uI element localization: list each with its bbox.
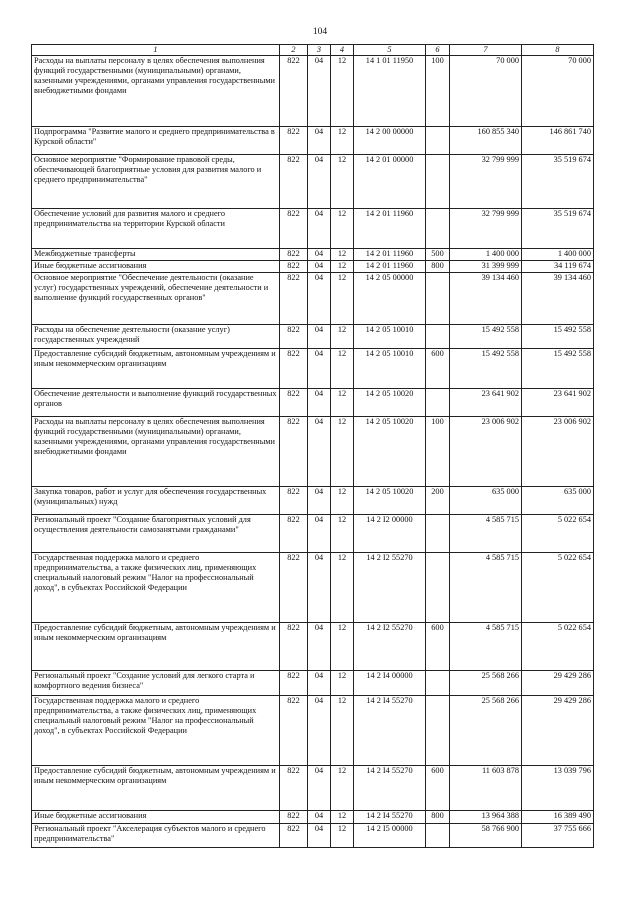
row-amount-year-2: 34 119 674 bbox=[522, 261, 594, 273]
row-grbs: 822 bbox=[280, 56, 308, 127]
row-amount-year-2: 23 641 902 bbox=[522, 389, 594, 417]
row-section: 04 bbox=[308, 671, 331, 696]
row-expense-type: 600 bbox=[426, 349, 450, 389]
row-grbs: 822 bbox=[280, 325, 308, 349]
row-amount-year-1: 160 855 340 bbox=[450, 127, 522, 155]
row-grbs: 822 bbox=[280, 349, 308, 389]
row-subsection: 12 bbox=[331, 155, 354, 209]
row-section: 04 bbox=[308, 417, 331, 487]
row-amount-year-2: 35 519 674 bbox=[522, 155, 594, 209]
row-amount-year-2: 635 000 bbox=[522, 487, 594, 515]
row-name: Предоставление субсидий бюджетным, автономным учреждениям и иным некоммерческим организациям bbox=[32, 623, 280, 671]
row-grbs: 822 bbox=[280, 417, 308, 487]
row-name: Основное мероприятие "Обеспечение деятельности (оказание услуг) государственных учреждений, обеспечение деятельности и выполнение функций государственных органов" bbox=[32, 273, 280, 325]
row-expense-type bbox=[426, 696, 450, 766]
row-name: Региональный проект "Акселерация субъектов малого и среднего предпринимательства" bbox=[32, 824, 280, 848]
row-grbs: 822 bbox=[280, 127, 308, 155]
row-amount-year-1: 32 799 999 bbox=[450, 209, 522, 249]
row-amount-year-2: 37 755 666 bbox=[522, 824, 594, 848]
row-name: Основное мероприятие "Формирование правовой среды, обеспечивающей благоприятные условия для развития малого и среднего предпринимательства" bbox=[32, 155, 280, 209]
row-name: Предоставление субсидий бюджетным, автономным учреждениям и иным некоммерческим организациям bbox=[32, 349, 280, 389]
row-target-article: 14 2 05 10020 bbox=[354, 389, 426, 417]
row-amount-year-1: 15 492 558 bbox=[450, 349, 522, 389]
table-row bbox=[32, 325, 594, 349]
row-grbs: 822 bbox=[280, 273, 308, 325]
row-grbs: 822 bbox=[280, 249, 308, 261]
row-amount-year-2: 146 861 740 bbox=[522, 127, 594, 155]
row-expense-type bbox=[426, 553, 450, 623]
row-amount-year-1: 23 641 902 bbox=[450, 389, 522, 417]
row-name: Расходы на выплаты персоналу в целях обеспечения выполнения функций государственными (муниципальными) органами, казенными учреждениями, органами управления государственными внебюджетными фондами bbox=[32, 417, 280, 487]
row-amount-year-2: 13 039 796 bbox=[522, 766, 594, 811]
row-target-article: 14 2 05 10010 bbox=[354, 349, 426, 389]
row-amount-year-2: 5 022 654 bbox=[522, 515, 594, 553]
row-section: 04 bbox=[308, 811, 331, 824]
row-grbs: 822 bbox=[280, 696, 308, 766]
row-section: 04 bbox=[308, 389, 331, 417]
row-subsection: 12 bbox=[331, 515, 354, 553]
row-grbs: 822 bbox=[280, 671, 308, 696]
row-grbs: 822 bbox=[280, 766, 308, 811]
row-name: Обеспечение деятельности и выполнение функций государственных органов bbox=[32, 389, 280, 417]
row-amount-year-1: 15 492 558 bbox=[450, 325, 522, 349]
row-expense-type bbox=[426, 671, 450, 696]
row-subsection: 12 bbox=[331, 671, 354, 696]
row-target-article: 14 2 I2 00000 bbox=[354, 515, 426, 553]
row-expense-type bbox=[426, 273, 450, 325]
header-col-3: 3 bbox=[308, 45, 331, 56]
row-target-article: 14 2 I2 55270 bbox=[354, 553, 426, 623]
row-section: 04 bbox=[308, 824, 331, 848]
header-col-6: 6 bbox=[426, 45, 450, 56]
row-subsection: 12 bbox=[331, 811, 354, 824]
row-section: 04 bbox=[308, 766, 331, 811]
row-name: Иные бюджетные ассигнования bbox=[32, 811, 280, 824]
table-row bbox=[32, 696, 594, 766]
row-section: 04 bbox=[308, 209, 331, 249]
row-amount-year-1: 4 585 715 bbox=[450, 553, 522, 623]
row-amount-year-1: 58 766 900 bbox=[450, 824, 522, 848]
row-amount-year-2: 15 492 558 bbox=[522, 349, 594, 389]
table-row bbox=[32, 273, 594, 325]
row-target-article: 14 2 01 11960 bbox=[354, 249, 426, 261]
table-row bbox=[32, 56, 594, 127]
row-subsection: 12 bbox=[331, 553, 354, 623]
header-col-4: 4 bbox=[331, 45, 354, 56]
row-name: Подпрограмма "Развитие малого и среднего предпринимательства в Курской области" bbox=[32, 127, 280, 155]
table-row bbox=[32, 249, 594, 261]
row-expense-type: 600 bbox=[426, 766, 450, 811]
row-grbs: 822 bbox=[280, 209, 308, 249]
row-amount-year-1: 70 000 bbox=[450, 56, 522, 127]
row-expense-type: 500 bbox=[426, 249, 450, 261]
row-amount-year-1: 25 568 266 bbox=[450, 696, 522, 766]
row-name: Предоставление субсидий бюджетным, автономным учреждениям и иным некоммерческим организациям bbox=[32, 766, 280, 811]
row-subsection: 12 bbox=[331, 349, 354, 389]
row-expense-type: 600 bbox=[426, 623, 450, 671]
row-target-article: 14 1 01 11950 bbox=[354, 56, 426, 127]
header-col-7: 7 bbox=[450, 45, 522, 56]
row-amount-year-1: 4 585 715 bbox=[450, 515, 522, 553]
table-row bbox=[32, 417, 594, 487]
table-row bbox=[32, 824, 594, 848]
row-name: Государственная поддержка малого и среднего предпринимательства, а также физических лиц, применяющих специальный налоговый режим "Налог на профессиональный доход", в субъектах Российской Федерации bbox=[32, 696, 280, 766]
row-target-article: 14 2 00 00000 bbox=[354, 127, 426, 155]
row-amount-year-2: 23 006 902 bbox=[522, 417, 594, 487]
table-row bbox=[32, 389, 594, 417]
row-section: 04 bbox=[308, 56, 331, 127]
row-subsection: 12 bbox=[331, 389, 354, 417]
table-row bbox=[32, 811, 594, 824]
header-col-2: 2 bbox=[280, 45, 308, 56]
row-amount-year-2: 29 429 286 bbox=[522, 671, 594, 696]
row-amount-year-2: 35 519 674 bbox=[522, 209, 594, 249]
row-subsection: 12 bbox=[331, 487, 354, 515]
page-number: 104 bbox=[312, 27, 328, 37]
row-expense-type: 200 bbox=[426, 487, 450, 515]
row-target-article: 14 2 I2 55270 bbox=[354, 623, 426, 671]
row-subsection: 12 bbox=[331, 273, 354, 325]
table-row bbox=[32, 623, 594, 671]
header-col-8: 8 bbox=[522, 45, 594, 56]
row-amount-year-1: 4 585 715 bbox=[450, 623, 522, 671]
row-amount-year-1: 635 000 bbox=[450, 487, 522, 515]
row-grbs: 822 bbox=[280, 811, 308, 824]
row-subsection: 12 bbox=[331, 127, 354, 155]
row-section: 04 bbox=[308, 487, 331, 515]
table-row bbox=[32, 766, 594, 811]
table-row bbox=[32, 671, 594, 696]
row-amount-year-2: 39 134 460 bbox=[522, 273, 594, 325]
row-name: Межбюджетные трансферты bbox=[32, 249, 280, 261]
row-expense-type: 800 bbox=[426, 811, 450, 824]
row-target-article: 14 2 05 10020 bbox=[354, 417, 426, 487]
row-target-article: 14 2 01 11960 bbox=[354, 261, 426, 273]
row-target-article: 14 2 I4 55270 bbox=[354, 811, 426, 824]
row-name: Иные бюджетные ассигнования bbox=[32, 261, 280, 273]
row-grbs: 822 bbox=[280, 553, 308, 623]
row-expense-type bbox=[426, 389, 450, 417]
table-body bbox=[32, 56, 594, 848]
row-expense-type bbox=[426, 325, 450, 349]
row-amount-year-2: 15 492 558 bbox=[522, 325, 594, 349]
table-row bbox=[32, 127, 594, 155]
row-grbs: 822 bbox=[280, 389, 308, 417]
budget-table bbox=[31, 44, 594, 848]
row-target-article: 14 2 05 10010 bbox=[354, 325, 426, 349]
row-amount-year-2: 70 000 bbox=[522, 56, 594, 127]
row-section: 04 bbox=[308, 623, 331, 671]
header-col-1: 1 bbox=[32, 45, 280, 56]
row-expense-type bbox=[426, 209, 450, 249]
row-subsection: 12 bbox=[331, 325, 354, 349]
row-amount-year-1: 11 603 878 bbox=[450, 766, 522, 811]
row-name: Закупка товаров, работ и услуг для обеспечения государственных (муниципальных) нужд bbox=[32, 487, 280, 515]
row-section: 04 bbox=[308, 696, 331, 766]
table-header-row bbox=[32, 45, 594, 56]
row-expense-type bbox=[426, 515, 450, 553]
row-target-article: 14 2 I5 00000 bbox=[354, 824, 426, 848]
header-col-5: 5 bbox=[354, 45, 426, 56]
row-section: 04 bbox=[308, 325, 331, 349]
row-grbs: 822 bbox=[280, 623, 308, 671]
table-row bbox=[32, 349, 594, 389]
row-amount-year-1: 31 399 999 bbox=[450, 261, 522, 273]
row-target-article: 14 2 I4 55270 bbox=[354, 766, 426, 811]
row-amount-year-2: 29 429 286 bbox=[522, 696, 594, 766]
row-amount-year-2: 5 022 654 bbox=[522, 623, 594, 671]
row-grbs: 822 bbox=[280, 824, 308, 848]
table-row bbox=[32, 261, 594, 273]
row-amount-year-1: 23 006 902 bbox=[450, 417, 522, 487]
row-subsection: 12 bbox=[331, 261, 354, 273]
row-expense-type: 100 bbox=[426, 56, 450, 127]
row-expense-type bbox=[426, 155, 450, 209]
row-name: Региональный проект "Создание благоприятных условий для осуществления деятельности самозанятыми гражданами" bbox=[32, 515, 280, 553]
row-amount-year-1: 1 400 000 bbox=[450, 249, 522, 261]
row-grbs: 822 bbox=[280, 261, 308, 273]
row-target-article: 14 2 I4 00000 bbox=[354, 671, 426, 696]
row-section: 04 bbox=[308, 249, 331, 261]
row-section: 04 bbox=[308, 261, 331, 273]
row-subsection: 12 bbox=[331, 56, 354, 127]
row-section: 04 bbox=[308, 155, 331, 209]
row-subsection: 12 bbox=[331, 696, 354, 766]
row-amount-year-1: 25 568 266 bbox=[450, 671, 522, 696]
row-target-article: 14 2 01 11960 bbox=[354, 209, 426, 249]
row-name: Региональный проект "Создание условий для легкого старта и комфортного ведения бизнеса" bbox=[32, 671, 280, 696]
row-subsection: 12 bbox=[331, 766, 354, 811]
row-expense-type bbox=[426, 127, 450, 155]
row-target-article: 14 2 I4 55270 bbox=[354, 696, 426, 766]
table-row bbox=[32, 553, 594, 623]
row-name: Расходы на обеспечение деятельности (оказание услуг) государственных учреждений bbox=[32, 325, 280, 349]
row-section: 04 bbox=[308, 127, 331, 155]
row-amount-year-1: 39 134 460 bbox=[450, 273, 522, 325]
row-subsection: 12 bbox=[331, 623, 354, 671]
table-row bbox=[32, 209, 594, 249]
row-target-article: 14 2 01 00000 bbox=[354, 155, 426, 209]
row-amount-year-1: 13 964 388 bbox=[450, 811, 522, 824]
row-expense-type bbox=[426, 824, 450, 848]
row-grbs: 822 bbox=[280, 515, 308, 553]
row-target-article: 14 2 05 00000 bbox=[354, 273, 426, 325]
table-row bbox=[32, 155, 594, 209]
row-expense-type: 100 bbox=[426, 417, 450, 487]
row-expense-type: 800 bbox=[426, 261, 450, 273]
row-amount-year-2: 1 400 000 bbox=[522, 249, 594, 261]
row-section: 04 bbox=[308, 553, 331, 623]
table-row bbox=[32, 515, 594, 553]
row-section: 04 bbox=[308, 515, 331, 553]
row-target-article: 14 2 05 10020 bbox=[354, 487, 426, 515]
row-grbs: 822 bbox=[280, 487, 308, 515]
row-subsection: 12 bbox=[331, 209, 354, 249]
row-amount-year-1: 32 799 999 bbox=[450, 155, 522, 209]
row-amount-year-2: 5 022 654 bbox=[522, 553, 594, 623]
row-section: 04 bbox=[308, 273, 331, 325]
row-name: Расходы на выплаты персоналу в целях обеспечения выполнения функций государственными (муниципальными) органами, казенными учреждениями, органами управления государственными внебюджетными фондами bbox=[32, 56, 280, 127]
row-name: Обеспечение условий для развития малого и среднего предпринимательства на территории Курской области bbox=[32, 209, 280, 249]
row-subsection: 12 bbox=[331, 417, 354, 487]
row-subsection: 12 bbox=[331, 249, 354, 261]
table-row bbox=[32, 487, 594, 515]
row-subsection: 12 bbox=[331, 824, 354, 848]
row-name: Государственная поддержка малого и среднего предпринимательства, а также физических лиц, применяющих специальный налоговый режим "Налог на профессиональный доход", в субъектах Российской Федерации bbox=[32, 553, 280, 623]
row-grbs: 822 bbox=[280, 155, 308, 209]
row-amount-year-2: 16 389 490 bbox=[522, 811, 594, 824]
row-section: 04 bbox=[308, 349, 331, 389]
